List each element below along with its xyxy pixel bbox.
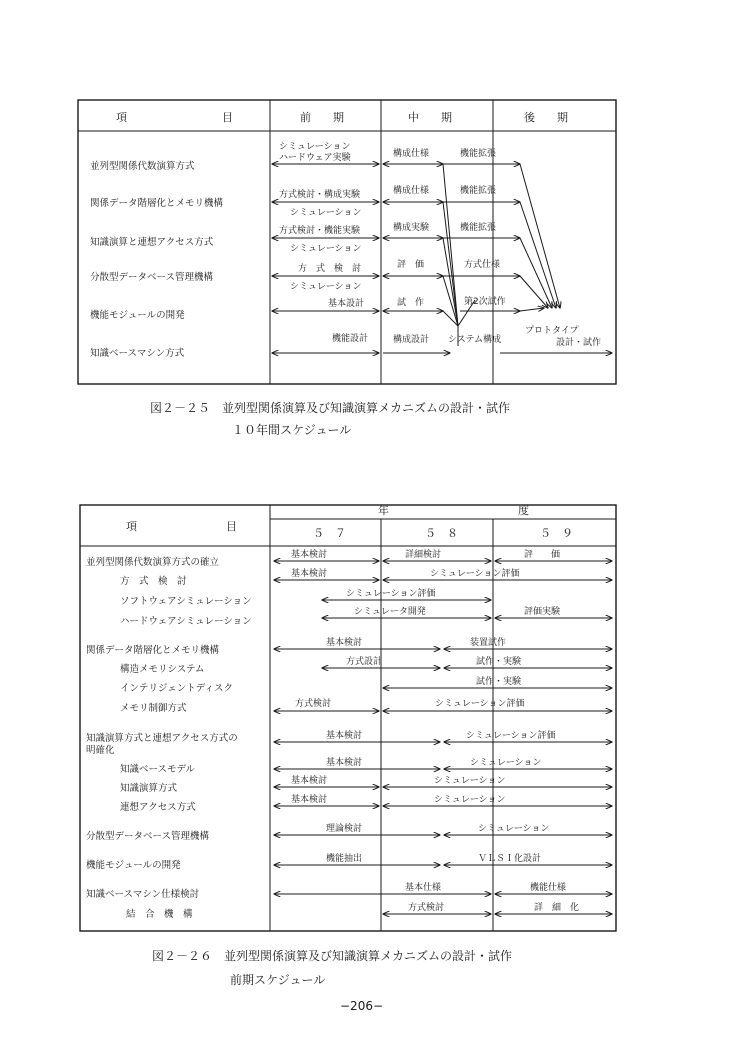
fig2-row-label: ソフトウェアシミュレーション (120, 596, 252, 607)
fig2-bar-label: ＶＬＳＩ化設計 (478, 854, 542, 864)
fig2-row-label: 関係データ階層化とメモリ機構 (86, 645, 220, 656)
fig1-row-label: 知識演算と連想アクセス方式 (90, 237, 214, 248)
schedule-arrow (520, 202, 556, 308)
fig2-bar-label: シミュレーション評価 (435, 699, 525, 709)
fig2-row-label: 連想アクセス方式 (120, 802, 196, 813)
fig1-mid-label: 構成設計 (393, 335, 430, 345)
fig2-header-y57: ５ ７ (313, 527, 346, 540)
fig1-early-label: 機能設計 (332, 334, 369, 344)
fig2-row-label: 並列型関係代数演算方式の確立 (86, 557, 220, 568)
fig1-early-label: シミュレーション (290, 244, 362, 254)
fig2-header-year-b: 度 (518, 504, 529, 517)
fig2-header-item-a: 項 (126, 520, 137, 533)
fig1-row-label: 分散型データベース管理機構 (90, 272, 214, 283)
table-rule (443, 202, 458, 326)
fig1-mid-label: 方式仕様 (464, 260, 501, 270)
fig2-header-y58: ５ ８ (425, 527, 458, 540)
fig2-bar-label: 試作・実験 (476, 657, 522, 667)
fig2-bar-label: 基本検討 (291, 776, 328, 786)
fig2-bar-label: 評 価 (524, 550, 561, 560)
fig2-bar-label: シミュレーション評価 (430, 569, 520, 579)
fig2-bar-label: 詳 細 化 (534, 903, 580, 913)
fig2-bar-label: シミュレーション (478, 824, 550, 834)
fig2-bar-label: シミュレータ開発 (354, 607, 426, 617)
fig1-row-label: 関係データ階層化とメモリ機構 (90, 198, 224, 209)
figure-2-26-table (80, 503, 616, 931)
figure-2-25-table (78, 100, 616, 384)
fig2-header-y59: ５ ９ (540, 527, 573, 540)
fig2-bar-label: 基本検討 (291, 569, 328, 579)
fig1-mid-label: 構成仕様 (393, 186, 430, 196)
fig1-mid-label: 機能拡張 (460, 223, 497, 233)
fig2-bar-label: 評価実験 (524, 607, 561, 617)
fig2-row-label: メモリ制御方式 (120, 703, 187, 714)
fig2-bar-label: 基本検討 (326, 731, 363, 741)
fig2-bar-label: 機能抽出 (326, 854, 363, 864)
fig2-bar-label: 装置試作 (470, 638, 507, 648)
schedule-arrow (520, 164, 560, 308)
fig1-late-label: プロトタイプ (525, 326, 579, 336)
fig2-row-label: 知識ベースマシン仕様検討 (86, 889, 200, 900)
fig1-early-label: シミュレーション (279, 142, 351, 152)
fig1-mid-label: 評 価 (397, 260, 425, 270)
fig1-late-label: 設計・試作 (556, 338, 602, 348)
fig2-row-label: 分散型データベース管理機構 (86, 831, 210, 842)
fig2-bar-label: シミュレーション (470, 758, 542, 768)
fig2-bar-label: シミュレーション評価 (346, 589, 436, 599)
fig1-early-label: シミュレーション (290, 208, 362, 218)
page-number: −206− (340, 999, 384, 1013)
fig1-mid-label: 機能拡張 (460, 186, 497, 196)
fig2-header-item-b: 目 (226, 520, 237, 533)
fig2-bar-label: 基本検討 (326, 638, 363, 648)
fig1-mid-label: システム構成 (448, 335, 502, 345)
fig1-mid-label: 構成仕様 (393, 149, 430, 159)
fig1-caption-title: 図２－２５ 並列型関係演算及び知識演算メカニズムの設計・試作 (150, 401, 511, 415)
fig1-header-early: 前 期 (300, 111, 344, 124)
fig1-header-item-b: 目 (222, 111, 233, 124)
fig2-bar-label: 方式検討 (295, 699, 332, 709)
fig2-row-label: 構造メモリシステム (120, 664, 205, 675)
fig1-header-item-a: 項 (116, 111, 127, 124)
fig2-bar-label: 方式設計 (346, 657, 383, 667)
fig1-early-label: 基本設計 (328, 299, 365, 309)
fig1-mid-label: 試 作 (397, 298, 425, 308)
fig1-early-label: 方 式 検 討 (298, 264, 362, 274)
fig1-mid-label: 機能拡張 (460, 149, 497, 159)
fig2-bar-label: 理論検討 (326, 824, 363, 834)
fig2-caption-subtitle: 前期スケジュール (230, 973, 326, 987)
fig2-row-label: 方 式 検 討 (120, 576, 187, 587)
fig1-early-label: 方式検討・機能実験 (279, 226, 361, 236)
fig2-row-label: ハードウェアシミュレーション (120, 616, 252, 627)
fig2-bar-label: 基本仕様 (405, 883, 442, 893)
fig1-header-late: 後 期 (524, 111, 568, 124)
fig2-bar-label: シミュレーション (434, 776, 506, 786)
fig1-row-label: 機能モジュールの開発 (90, 310, 185, 321)
fig2-row-label: 明確化 (86, 745, 115, 756)
fig2-bar-label: シミュレーション評価 (466, 731, 556, 741)
fig2-row-label: 結 合 機 構 (126, 909, 193, 920)
fig2-bar-label: 方式検討 (408, 903, 445, 913)
fig2-bar-label: 基本検討 (291, 795, 328, 805)
fig1-mid-label: 第2次試作 (464, 297, 506, 307)
fig1-caption-subtitle: １０年間スケジュール (232, 423, 352, 437)
fig1-early-label: ハードウェア実験 (279, 153, 351, 163)
schedule-arrow (520, 276, 548, 308)
fig1-row-label: 並列型関係代数演算方式 (90, 161, 195, 172)
fig2-row-label: 知識演算方式 (120, 783, 178, 794)
fig1-row-label: 知識ベースマシン方式 (90, 348, 185, 359)
fig2-caption-title: 図２－２６ 並列型関係演算及び知識演算メカニズムの設計・試作 (152, 949, 513, 963)
fig2-bar-label: 基本検討 (291, 550, 328, 560)
fig1-mid-label: 構成実験 (393, 223, 430, 233)
fig1-early-label: 方式検討・構成実験 (279, 190, 361, 200)
fig2-bar-label: 機能仕様 (530, 883, 567, 893)
fig1-early-label: シミュレーション (290, 282, 362, 292)
fig2-header-year-a: 年 (378, 504, 389, 517)
fig2-row-label: 機能モジュールの開発 (86, 860, 181, 871)
fig2-bar-label: 基本検討 (326, 758, 363, 768)
fig2-row-label: インテリジェントディスク (120, 683, 234, 694)
fig2-bar-label: シミュレーション (434, 795, 506, 805)
fig2-row-label: 知識演算方式と連想アクセス方式の (86, 733, 238, 744)
fig2-bar-label: 詳細検討 (405, 550, 442, 560)
fig1-header-mid: 中 期 (408, 111, 452, 124)
fig2-bar-label: 試作・実験 (476, 677, 522, 687)
schedule-arrow (520, 308, 544, 311)
fig2-row-label: 知識ベースモデル (120, 764, 196, 775)
